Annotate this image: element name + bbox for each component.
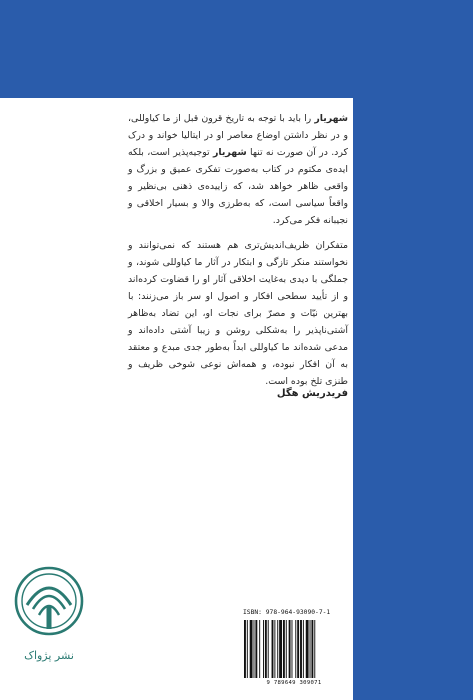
isbn-label: ISBN: 978-964-93090-7-1 [243, 609, 331, 616]
blurb-paragraph-2: متفکران ظریف‌اندیش‌تری هم هستند که نمی‌توانند و نخواستند منکر تازگی و ابتکار در آثار ما کیاوللی شوند، و جملگی با دیدی به‌غایت اخلاقی آثار او را قضاوت کرده‌اند و از تأیید سطحی افکار و اصول او سر باز می‌زنند: با بهترین نیّات و مصرّ برای نجات او، این تضاد به‌ظاهر آشتی‌ناپذیر را به‌شکلی روشن و زیبا آشتی داده‌اند و مدعی شده‌اند ما کیاوللی ابداً به‌طور جدی مبدع و معتقد به آن افکار نبوده، و همه‌اش نوعی شوخی ظریف و طنزی تلخ بوده است. [128, 240, 348, 387]
blurb-book-title-2: شهریار [212, 147, 247, 158]
right-blue-strip [353, 0, 473, 700]
barcode-bars [244, 620, 344, 678]
barcode-digits: 9 789649 309071 [266, 680, 322, 686]
quote-author: فریدریش هگل [276, 388, 348, 399]
back-cover-blurb [128, 110, 348, 398]
blurb-text-1b: توجیه‌پذیر است، بلکه ایده‌ی مکتوم در کتاب به‌صورت تفکری عمیق و بزرگ و واقعی ظاهر خواهد شد، که زاییده‌ی ذهنی بی‌نظیر و واقعاً سیاسی است، که به‌طرزی والا و بسیار اخلاقی و نجیبانه فکر می‌کرد. [128, 147, 348, 226]
blurb-text-1a: را باید با توجه به تاریخ قرون قبل از ما کیاوللی، و در نظر داشتن اوضاع معاصر او در ایتالیا خواند و درک کرد. در آن صورت نه تنها [128, 113, 348, 158]
barcode-area [240, 606, 348, 691]
publisher-name: نشر پژواک [24, 649, 74, 662]
pezhvak-publisher-logo-icon [13, 565, 85, 645]
blurb-paragraph-1 [128, 110, 348, 229]
blurb-book-title: شهریار [314, 113, 348, 124]
